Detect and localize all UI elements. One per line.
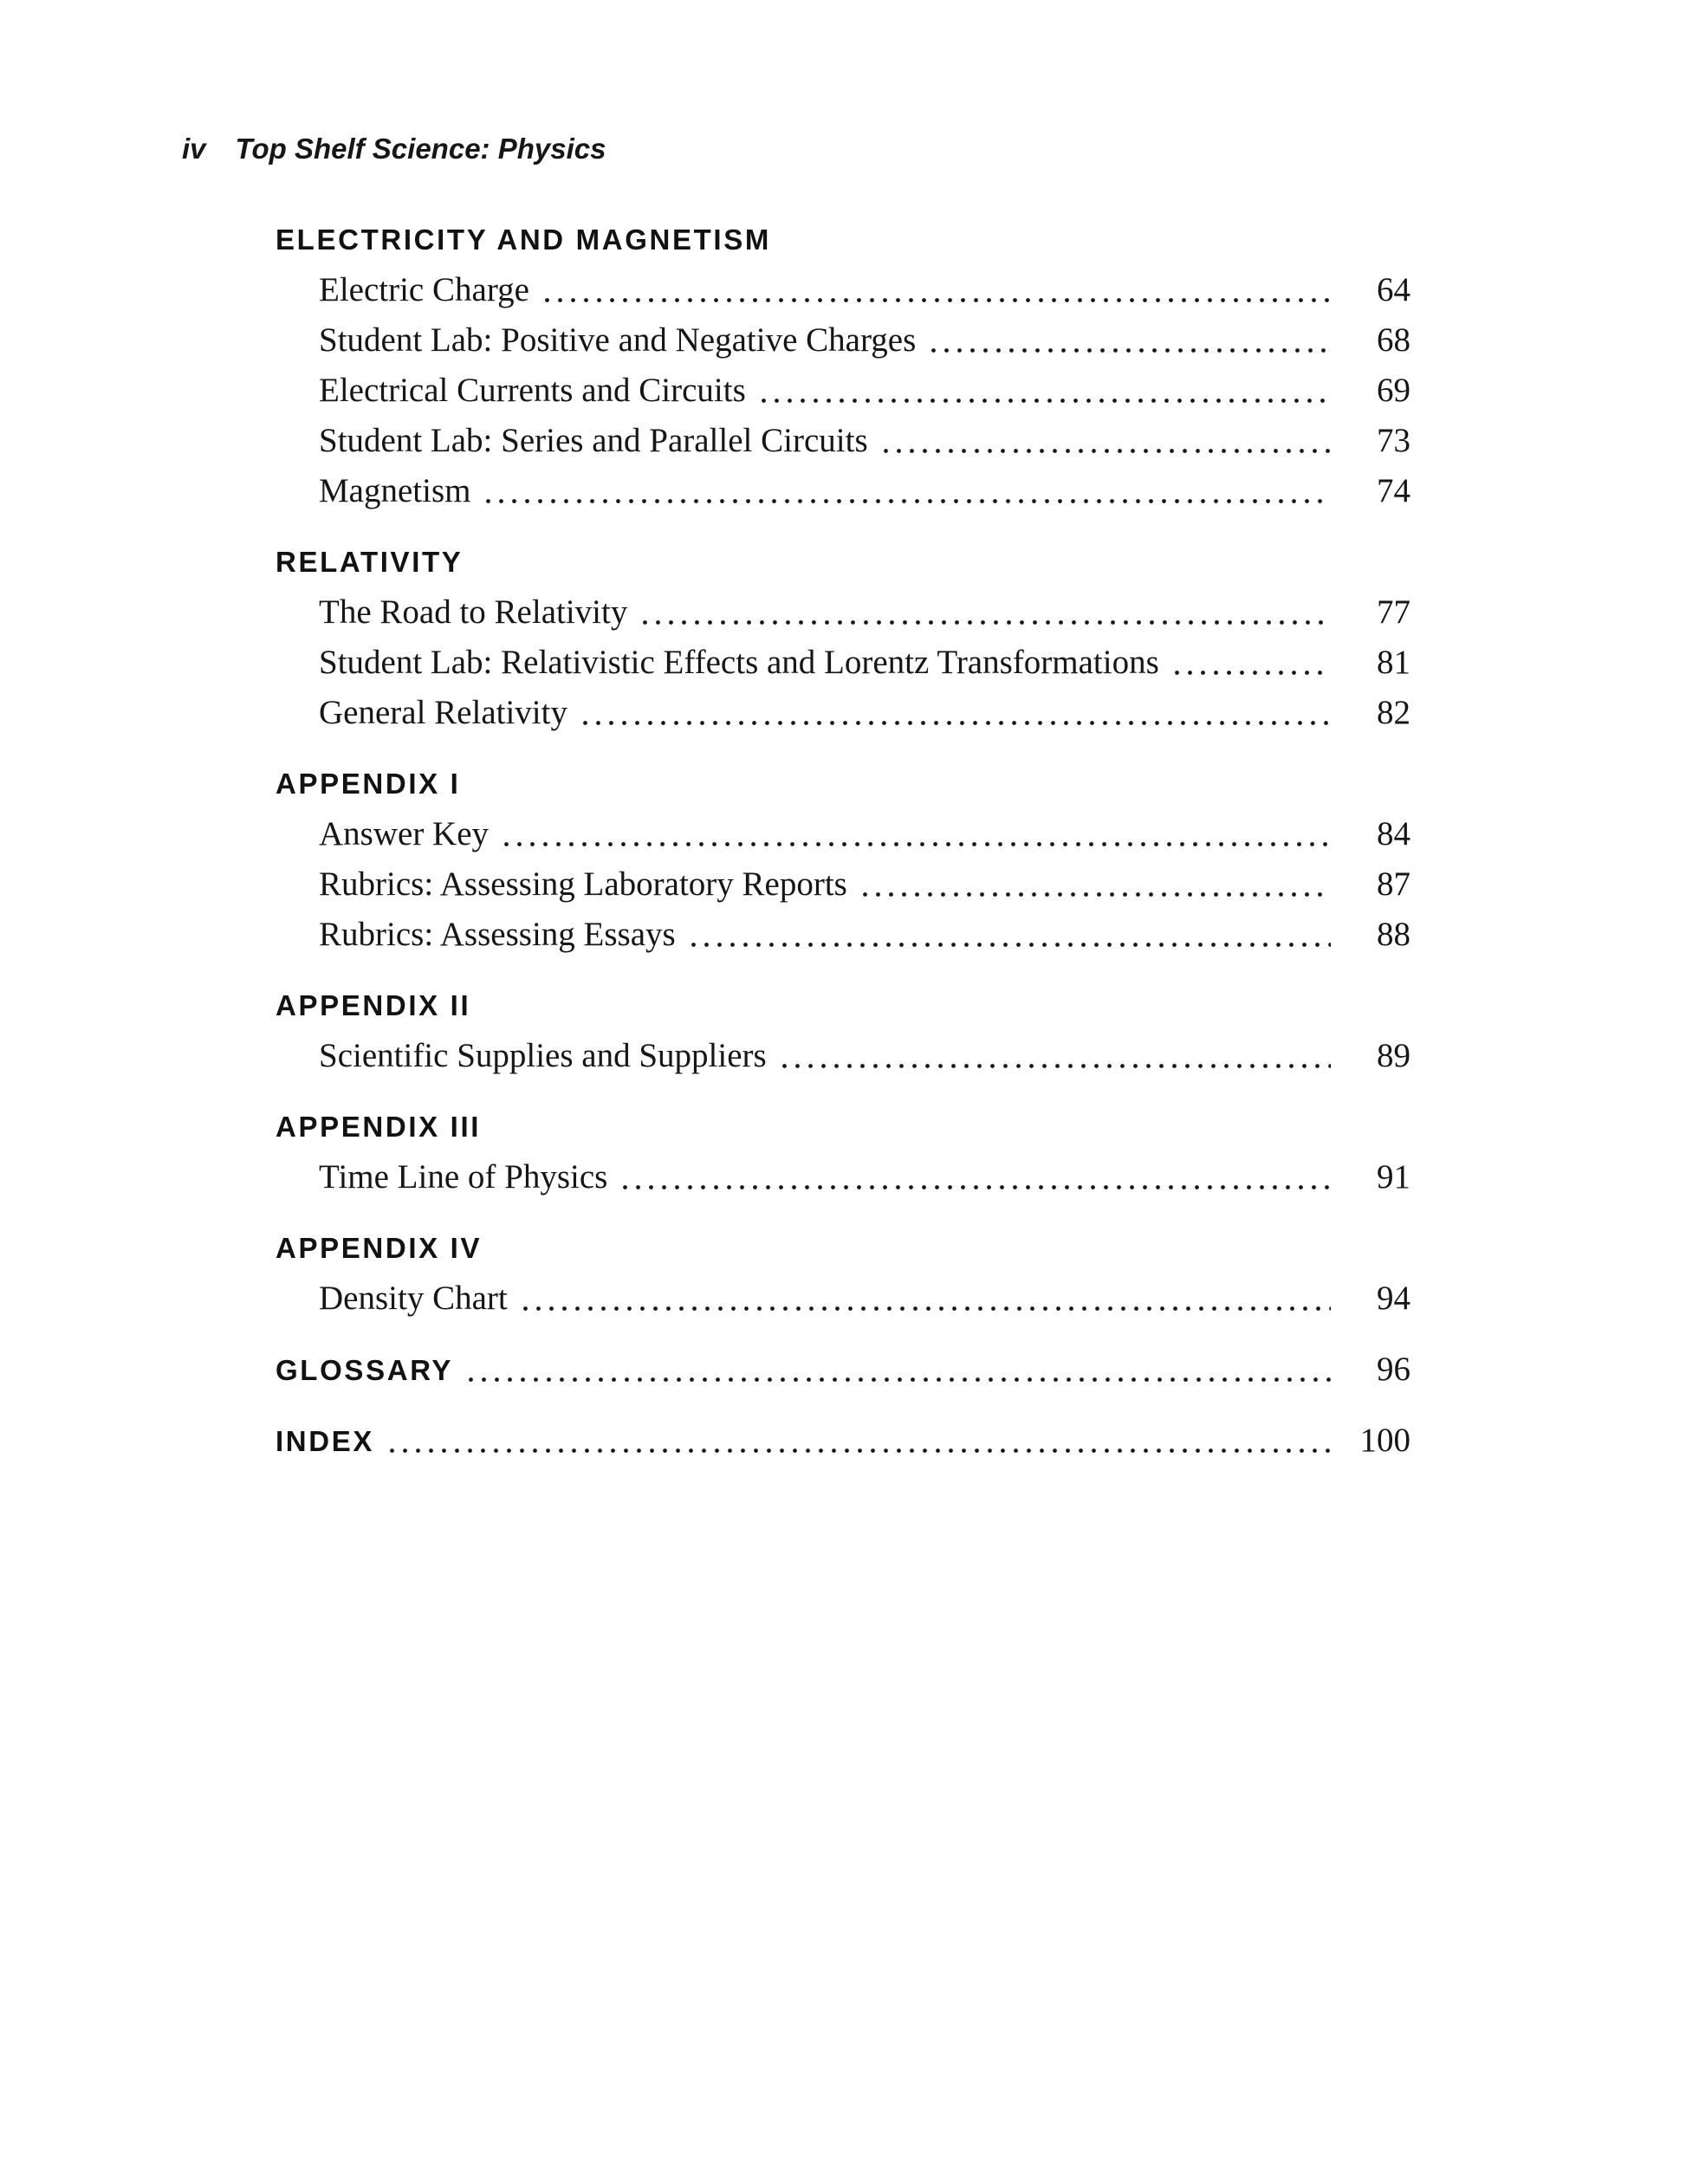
toc-entry-title: Time Line of Physics xyxy=(319,1158,608,1196)
toc-section xyxy=(276,537,1410,738)
toc-entry-page: 69 xyxy=(1377,372,1410,409)
toc-entry-title: Density Chart xyxy=(319,1280,508,1317)
toc-entry-title: Student Lab: Positive and Negative Charges xyxy=(319,321,917,359)
toc-section-heading: APPENDIX III xyxy=(276,1111,482,1143)
toc-entry xyxy=(276,859,1410,910)
toc-entry-page: 88 xyxy=(1377,916,1410,953)
toc-entry-page: 96 xyxy=(1377,1351,1410,1388)
toc-section xyxy=(276,759,1410,960)
toc-section-heading: INDEX xyxy=(276,1425,375,1457)
toc-section-heading-row xyxy=(276,1102,1410,1152)
toc-section-heading: RELATIVITY xyxy=(276,546,464,578)
toc-entry xyxy=(276,315,1410,366)
toc-section-heading: APPENDIX IV xyxy=(276,1232,483,1264)
toc-section-heading-row xyxy=(276,759,1410,809)
toc-entry xyxy=(276,1152,1410,1202)
toc-section-heading-row xyxy=(276,215,1410,265)
dot-leader xyxy=(643,620,1331,625)
toc-section-heading-row xyxy=(276,1416,1410,1466)
folio-page-number: iv xyxy=(182,133,206,165)
toc-entry xyxy=(276,809,1410,859)
dot-leader xyxy=(504,842,1331,846)
toc-section xyxy=(276,215,1410,516)
dot-leader xyxy=(762,399,1331,403)
toc-entry-page: 91 xyxy=(1377,1158,1410,1196)
toc-entry-title: The Road to Relativity xyxy=(319,593,628,631)
dot-leader xyxy=(863,892,1331,897)
toc-entry-title: Student Lab: Series and Parallel Circuits xyxy=(319,422,868,459)
toc-entry-page: 68 xyxy=(1377,321,1410,359)
toc-entry xyxy=(276,1031,1410,1081)
book-title: Top Shelf Science: Physics xyxy=(235,133,606,165)
toc-entry-title: Electrical Currents and Circuits xyxy=(319,372,746,409)
toc-entry-title: Student Lab: Relativistic Effects and Lorentz Transformations xyxy=(319,644,1159,681)
toc-entry xyxy=(276,1273,1410,1324)
dot-leader xyxy=(884,449,1331,453)
dot-leader xyxy=(623,1185,1331,1189)
dot-leader xyxy=(545,298,1331,302)
dot-leader xyxy=(486,499,1331,503)
toc-entry-page: 74 xyxy=(1377,472,1410,509)
dot-leader xyxy=(583,721,1331,725)
toc-section-heading-row xyxy=(276,537,1410,587)
toc-entry-title: Magnetism xyxy=(319,472,471,509)
dot-leader xyxy=(523,1306,1331,1311)
toc-entry-title: Rubrics: Assessing Essays xyxy=(319,916,676,953)
toc-section-heading: APPENDIX II xyxy=(276,989,471,1021)
toc-section xyxy=(276,1102,1410,1202)
dot-leader xyxy=(390,1448,1331,1453)
toc-entry xyxy=(276,416,1410,466)
toc-entry-title: Electric Charge xyxy=(319,271,529,308)
toc-section-heading: GLOSSARY xyxy=(276,1354,454,1386)
toc-entry xyxy=(276,910,1410,960)
toc-entry-page: 94 xyxy=(1377,1280,1410,1317)
toc-entry-page: 64 xyxy=(1377,271,1410,308)
toc-entry xyxy=(276,265,1410,315)
table-of-contents xyxy=(276,215,1410,1466)
toc-entry-page: 81 xyxy=(1377,644,1410,681)
toc-section-heading-row xyxy=(276,1345,1410,1395)
toc-entry-page: 87 xyxy=(1377,865,1410,903)
toc-section-heading: ELECTRICITY AND MAGNETISM xyxy=(276,224,772,256)
toc-section-heading-row xyxy=(276,981,1410,1031)
toc-section xyxy=(276,1345,1410,1395)
dot-leader xyxy=(1175,671,1331,675)
toc-entry-title: Scientific Supplies and Suppliers xyxy=(319,1037,767,1074)
toc-entry-title: Rubrics: Assessing Laboratory Reports xyxy=(319,865,847,903)
toc-entry-page: 73 xyxy=(1377,422,1410,459)
toc-entry-page: 89 xyxy=(1377,1037,1410,1074)
toc-entry xyxy=(276,366,1410,416)
toc-entry xyxy=(276,638,1410,688)
toc-section-heading: APPENDIX I xyxy=(276,768,461,800)
toc-entry xyxy=(276,466,1410,516)
toc-section-heading-row xyxy=(276,1223,1410,1273)
dot-leader xyxy=(691,943,1331,947)
dot-leader xyxy=(469,1377,1331,1382)
dot-leader xyxy=(931,348,1331,353)
toc-entry xyxy=(276,688,1410,738)
toc-entry-page: 100 xyxy=(1359,1422,1410,1459)
toc-entry-page: 82 xyxy=(1377,694,1410,731)
toc-entry-title: General Relativity xyxy=(319,694,567,731)
toc-entry-page: 77 xyxy=(1377,593,1410,631)
toc-entry-title: Answer Key xyxy=(319,815,490,852)
toc-entry xyxy=(276,587,1410,638)
dot-leader xyxy=(782,1064,1331,1068)
toc-section xyxy=(276,1416,1410,1466)
running-header xyxy=(182,132,606,166)
toc-section xyxy=(276,1223,1410,1324)
toc-section xyxy=(276,981,1410,1081)
toc-entry-page: 84 xyxy=(1377,815,1410,852)
